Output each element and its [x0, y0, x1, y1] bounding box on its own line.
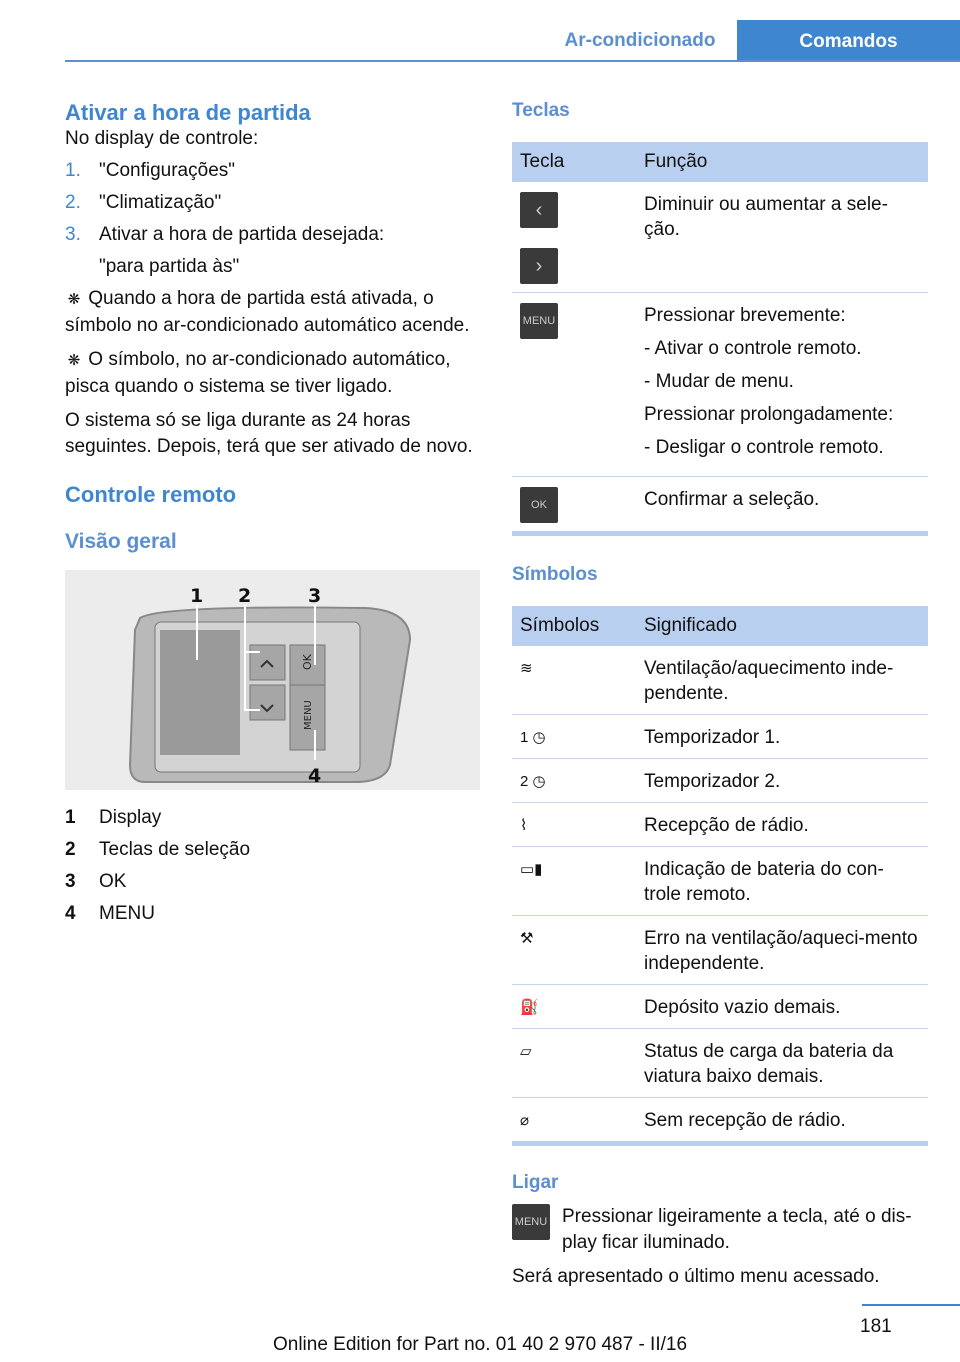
- heading-departure-time: Ativar a hora de partida: [65, 100, 311, 125]
- fan-icon: ❋: [67, 352, 81, 369]
- callout-1: 1: [190, 585, 204, 607]
- table-row: ≋ Ventilação/aquecimento inde-pendente.: [512, 646, 928, 715]
- symbols-header-row: [512, 606, 928, 646]
- footer-rule: [862, 1304, 960, 1306]
- table-row: ⛽ Depósito vazio demais.: [512, 985, 928, 1029]
- ligar-title: Ligar: [512, 1172, 559, 1193]
- header-section: Ar-condicionado: [564, 30, 716, 51]
- battery-icon: ▭▮: [512, 847, 636, 916]
- legend-item: 2 Teclas de seleção: [65, 839, 251, 860]
- step-1: 1. "Configurações": [65, 160, 236, 181]
- table-row: MENU Pressionar brevemente: - Ativar o controle remoto. - Mudar de menu. Pressionar prolongadamente: - Desligar o controle remoto.: [512, 293, 928, 477]
- radio-signal-icon: ⌇: [512, 803, 636, 847]
- legend-item: 3 OK: [65, 871, 127, 892]
- remote-figure: [65, 570, 480, 790]
- steps-list: [65, 158, 480, 280]
- header-rule: [65, 60, 960, 62]
- keys-title: Teclas: [512, 100, 570, 121]
- table-row: ⚒ Erro na ventilação/aqueci-mento independente.: [512, 916, 928, 985]
- keys-table: [512, 142, 928, 536]
- table-row: ▱ Status de carga da bateria da viatura baixo demais.: [512, 1029, 928, 1098]
- menu-key-icon: MENU: [520, 303, 558, 339]
- menu-key-icon: MENU: [512, 1204, 550, 1240]
- ligar-text: Pressionar ligeiramente a tecla, até o dis-play ficar iluminado.: [562, 1206, 912, 1253]
- table-row: 2 ◷ Temporizador 2.: [512, 759, 928, 803]
- table-row: ▭▮ Indicação de bateria do con-trole remoto.: [512, 847, 928, 916]
- header-tab[interactable]: Comandos: [737, 20, 960, 62]
- keys-header-row: [512, 142, 928, 182]
- step-3: 3. Ativar a hora de partida desejada:: [65, 224, 385, 245]
- timer-2-icon: 2 ◷: [512, 759, 636, 803]
- right-column: [512, 100, 928, 1290]
- last-menu-text: Será apresentado o último menu acessado.: [512, 1266, 880, 1287]
- col-header-symbols: Símbolos: [512, 606, 636, 646]
- figure-legend: [65, 802, 480, 930]
- menu-key-label: MENU: [303, 700, 314, 730]
- footer-edition: Online Edition for Part no. 01 40 2 970 487 - II/16: [272, 1334, 688, 1355]
- fuel-pump-icon: ⛽: [512, 985, 636, 1029]
- para-blink: ❋ O símbolo, no ar-condicionado automático, pisca quando o sistema se tiver ligado.: [65, 349, 451, 397]
- table-row: ⌇ Recepção de rádio.: [512, 803, 928, 847]
- no-radio-signal-icon: ⌀: [512, 1098, 636, 1144]
- heating-icon: ≋: [512, 646, 636, 715]
- vehicle-battery-icon: ▱: [512, 1029, 636, 1098]
- arrow-left-key-icon: ‹: [520, 192, 558, 228]
- fan-icon: ❋: [67, 291, 81, 308]
- table-row: OK Confirmar a seleção.: [512, 477, 928, 534]
- page-number: 181: [860, 1316, 892, 1337]
- ok-key-label: OK: [301, 654, 314, 670]
- heading-remote: Controle remoto: [65, 482, 237, 507]
- table-row: 1 ◷ Temporizador 1.: [512, 715, 928, 759]
- arrow-right-key-icon: ›: [520, 248, 558, 284]
- callout-2: 2: [238, 585, 252, 607]
- step-3-sub: "para partida às": [99, 256, 240, 277]
- intro-text: No display de controle:: [65, 128, 259, 149]
- step-2: 2. "Climatização": [65, 192, 222, 213]
- remote-illustration: [65, 570, 480, 790]
- callout-4: 4: [308, 765, 322, 787]
- heading-overview: Visão geral: [65, 530, 177, 553]
- table-row: ‹ › Diminuir ou aumentar a sele-ção.: [512, 182, 928, 293]
- timer-1-icon: 1 ◷: [512, 715, 636, 759]
- ligar-block: [512, 1204, 928, 1256]
- col-header-meaning: Significado: [636, 606, 928, 646]
- legend-item: 4 MENU: [65, 903, 155, 924]
- para-activated: ❋ Quando a hora de partida está ativada, o símbolo no ar-condicionado automático acende.: [65, 288, 470, 336]
- callout-3: 3: [308, 585, 322, 607]
- wrench-icon: ⚒: [512, 916, 636, 985]
- para-24h: O sistema só se liga durante as 24 horas seguintes. Depois, terá que ser ativado de novo.: [65, 410, 473, 457]
- legend-item: 1 Display: [65, 807, 162, 828]
- symbols-title: Símbolos: [512, 564, 598, 585]
- ok-key-icon: OK: [520, 487, 558, 523]
- symbols-table: [512, 606, 928, 1146]
- col-header-key: Tecla: [512, 142, 636, 182]
- left-column: [65, 100, 480, 930]
- table-row: ⌀ Sem recepção de rádio.: [512, 1098, 928, 1144]
- col-header-function: Função: [636, 142, 928, 182]
